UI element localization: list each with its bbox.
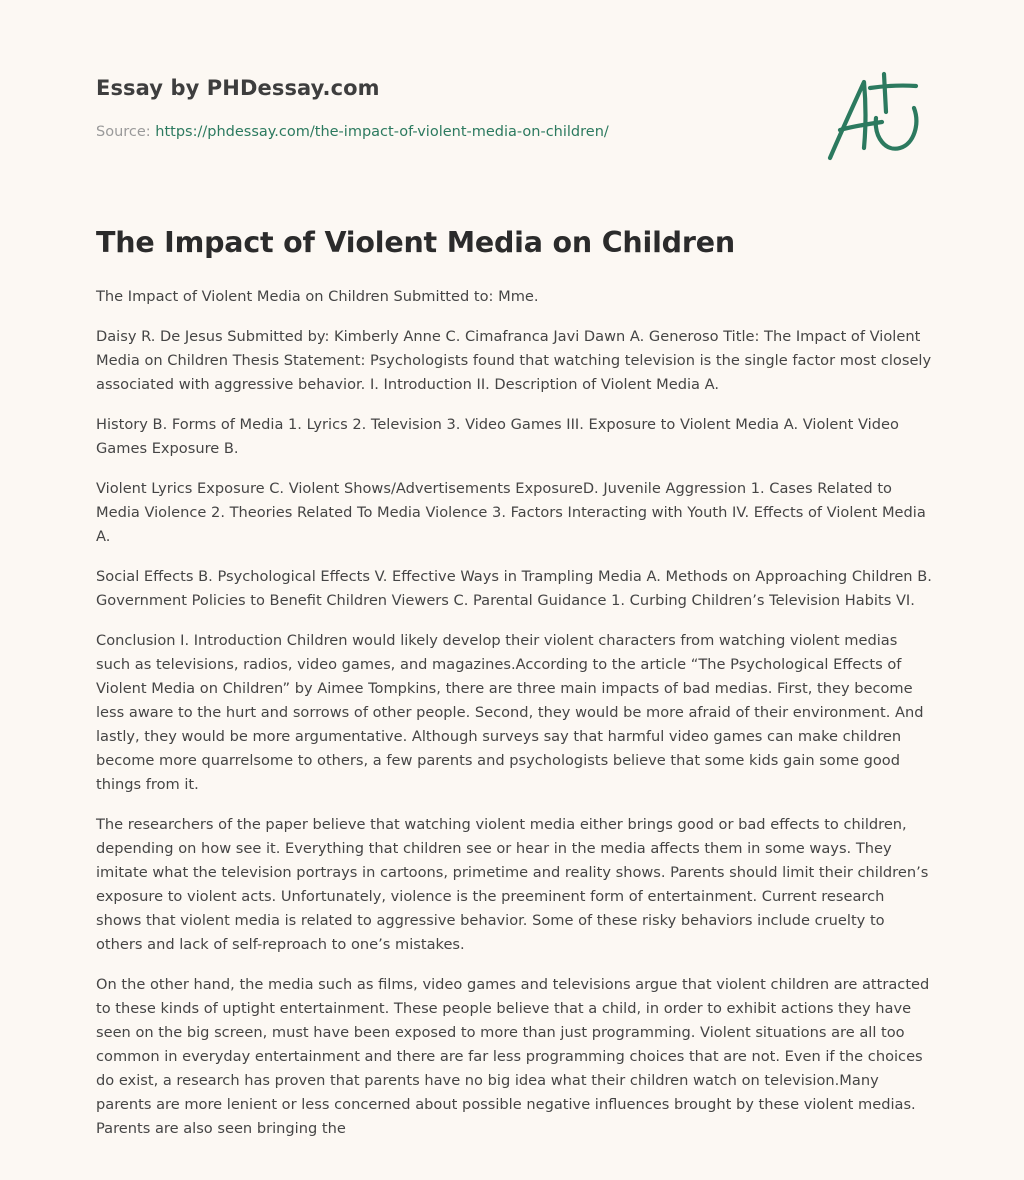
source-label: Source:: [96, 124, 156, 140]
essay-title: The Impact of Violent Media on Children: [96, 226, 735, 259]
essay-paragraph: Violent Lyrics Exposure C. Violent Shows/Advertisements ExposureD. Juvenile Aggression 1. Cases Related to Media Violence 2. Theories Related To Media Violence 3. Factors Interacting with Youth IV. Effects of Violent Media A.: [96, 480, 926, 545]
essay-paragraph: Social Effects B. Psychological Effects V. Effective Ways in Trampling Media A. Methods on Approaching Children B. Government Policies to Benefit Children Viewers C. Parental Guidance 1. Curbing Children’s Television Habits VI.: [96, 568, 932, 609]
essay-paragraph: The researchers of the paper believe that watching violent media either brings good or bad effects to children, depending on how see it. Everything that children see or hear in the media affects them in some ways. They imitate what the television portrays in cartoons, primetime and reality shows. Parents should limit their children’s exposure to violent acts. Unfortunately, violence is the preeminent form of entertainment. Current research shows that violent media is related to aggressive behavior. Some of these risky behaviors include cruelty to others and lack of self-reproach to one’s mistakes.: [96, 816, 929, 953]
page-header: [96, 0, 932, 200]
brand-title: Essay by PHDessay.com: [96, 76, 380, 100]
a-plus-logo-icon: [824, 68, 926, 164]
essay-paragraph: On the other hand, the media such as films, video games and televisions argue that violent children are attracted to these kinds of uptight entertainment. These people believe that a child, in order to exhibit actions they have seen on the big screen, must have been exposed to more than just programming. Violent situations are all too common in everyday entertainment and there are far less programming choices that are not. Even if the choices do exist, a research has proven that parents have no big idea what their children watch on television.Many parents are more lenient or less concerned about possible negative influences brought by these violent medias. Parents are also seen bringing the: [96, 976, 930, 1137]
essay-paragraph: The Impact of Violent Media on Children Submitted to: Mme.: [96, 288, 539, 305]
source-link[interactable]: https://phdessay.com/the-impact-of-violent-media-on-children/: [155, 124, 609, 140]
essay-paragraph: History B. Forms of Media 1. Lyrics 2. Television 3. Video Games III. Exposure to Violent Media A. Violent Video Games Exposure B.: [96, 416, 899, 457]
source-line: [96, 124, 609, 140]
essay-page: [96, 0, 932, 1137]
essay-body: [96, 285, 932, 1157]
essay-paragraph: Conclusion I. Introduction Children would likely develop their violent characters from watching violent medias such as televisions, radios, video games, and magazines.According to the article “The Psychological Effects of Violent Media on Children” by Aimee Tompkins, there are three main impacts of bad medias. First, they become less aware to the hurt and sorrows of other people. Second, they would be more afraid of their environment. And lastly, they would be more argumentative. Although surveys say that harmful video games can make children become more quarrelsome to others, a few parents and psychologists believe that some kids gain some good things from it.: [96, 632, 924, 793]
essay-paragraph: Daisy R. De Jesus Submitted by: Kimberly Anne C. Cimafranca Javi Dawn A. Generoso Title: The Impact of Violent Media on Children Thesis Statement: Psychologists found that watching television is the single factor most closely associated with aggressive behavior. I. Introduction II. Description of Violent Media A.: [96, 328, 932, 393]
